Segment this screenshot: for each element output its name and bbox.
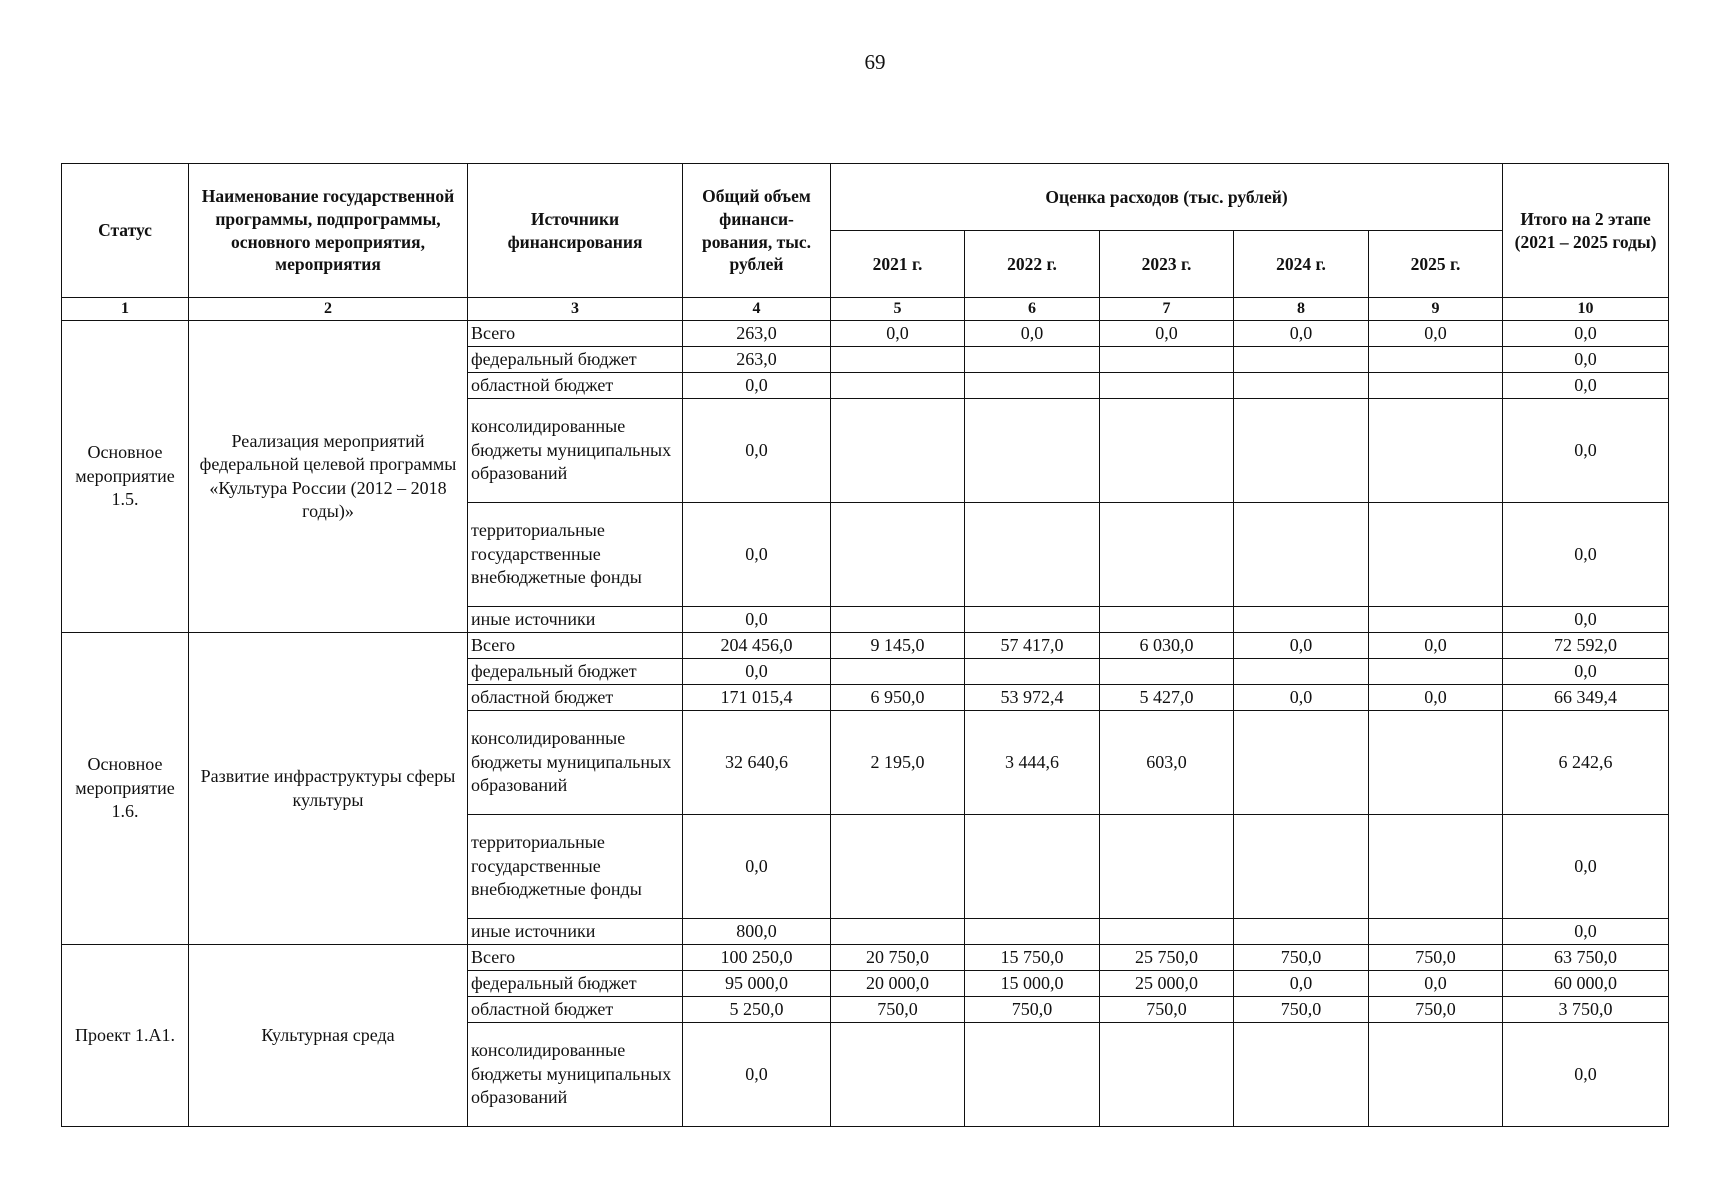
year-2021-cell bbox=[831, 659, 965, 685]
status-cell: Проект 1.А1. bbox=[62, 945, 189, 1127]
year-2023-cell bbox=[1100, 607, 1234, 633]
year-2022-cell: 57 417,0 bbox=[965, 633, 1100, 659]
year-2023-cell bbox=[1100, 503, 1234, 607]
year-2021-cell bbox=[831, 503, 965, 607]
stage-total-cell: 3 750,0 bbox=[1503, 997, 1669, 1023]
year-2022-cell: 53 972,4 bbox=[965, 685, 1100, 711]
year-2025-cell: 0,0 bbox=[1369, 321, 1503, 347]
year-2024-cell bbox=[1234, 373, 1369, 399]
year-2024-cell bbox=[1234, 347, 1369, 373]
year-2022-cell bbox=[965, 659, 1100, 685]
total-cell: 95 000,0 bbox=[683, 971, 831, 997]
year-2023-cell: 25 750,0 bbox=[1100, 945, 1234, 971]
year-2025-cell bbox=[1369, 347, 1503, 373]
source-cell: федеральный бюджет bbox=[468, 971, 683, 997]
total-cell: 263,0 bbox=[683, 347, 831, 373]
year-2024-cell bbox=[1234, 919, 1369, 945]
stage-total-cell: 0,0 bbox=[1503, 399, 1669, 503]
header-status: Статус bbox=[62, 164, 189, 298]
total-cell: 0,0 bbox=[683, 607, 831, 633]
year-2025-cell: 750,0 bbox=[1369, 945, 1503, 971]
year-2025-cell bbox=[1369, 607, 1503, 633]
total-cell: 263,0 bbox=[683, 321, 831, 347]
stage-total-cell: 60 000,0 bbox=[1503, 971, 1669, 997]
year-2025-cell: 750,0 bbox=[1369, 997, 1503, 1023]
year-2021-cell: 750,0 bbox=[831, 997, 965, 1023]
year-2025-cell bbox=[1369, 1023, 1503, 1127]
header-year: 2021 г. bbox=[831, 231, 965, 298]
table-row bbox=[62, 633, 1669, 659]
year-2024-cell bbox=[1234, 1023, 1369, 1127]
stage-total-cell: 0,0 bbox=[1503, 373, 1669, 399]
stage-total-cell: 63 750,0 bbox=[1503, 945, 1669, 971]
stage-total-cell: 72 592,0 bbox=[1503, 633, 1669, 659]
total-cell: 0,0 bbox=[683, 399, 831, 503]
column-number: 3 bbox=[468, 298, 683, 321]
status-cell: Основное мероприятие 1.6. bbox=[62, 633, 189, 945]
total-cell: 171 015,4 bbox=[683, 685, 831, 711]
year-2024-cell: 0,0 bbox=[1234, 633, 1369, 659]
column-number: 4 bbox=[683, 298, 831, 321]
year-2023-cell bbox=[1100, 347, 1234, 373]
year-2024-cell bbox=[1234, 399, 1369, 503]
source-cell: иные источники bbox=[468, 919, 683, 945]
year-2022-cell: 3 444,6 bbox=[965, 711, 1100, 815]
year-2021-cell: 20 750,0 bbox=[831, 945, 965, 971]
year-2023-cell bbox=[1100, 815, 1234, 919]
year-2023-cell bbox=[1100, 919, 1234, 945]
year-2024-cell bbox=[1234, 503, 1369, 607]
total-cell: 0,0 bbox=[683, 1023, 831, 1127]
year-2024-cell: 750,0 bbox=[1234, 945, 1369, 971]
year-2024-cell bbox=[1234, 607, 1369, 633]
year-2022-cell: 15 750,0 bbox=[965, 945, 1100, 971]
table-row bbox=[62, 945, 1669, 971]
year-2025-cell bbox=[1369, 659, 1503, 685]
year-2023-cell: 603,0 bbox=[1100, 711, 1234, 815]
source-cell: Всего bbox=[468, 633, 683, 659]
year-2022-cell: 750,0 bbox=[965, 997, 1100, 1023]
source-cell: федеральный бюджет bbox=[468, 347, 683, 373]
year-2023-cell bbox=[1100, 399, 1234, 503]
year-2023-cell bbox=[1100, 373, 1234, 399]
total-cell: 100 250,0 bbox=[683, 945, 831, 971]
total-cell: 0,0 bbox=[683, 815, 831, 919]
year-2022-cell bbox=[965, 1023, 1100, 1127]
source-cell: областной бюджет bbox=[468, 997, 683, 1023]
year-2024-cell: 750,0 bbox=[1234, 997, 1369, 1023]
year-2021-cell: 20 000,0 bbox=[831, 971, 965, 997]
year-2021-cell: 2 195,0 bbox=[831, 711, 965, 815]
year-2021-cell: 0,0 bbox=[831, 321, 965, 347]
year-2024-cell: 0,0 bbox=[1234, 321, 1369, 347]
year-2023-cell: 0,0 bbox=[1100, 321, 1234, 347]
year-2023-cell: 5 427,0 bbox=[1100, 685, 1234, 711]
name-cell: Развитие инфраструктуры сферы культуры bbox=[189, 633, 468, 945]
year-2025-cell bbox=[1369, 711, 1503, 815]
year-2025-cell bbox=[1369, 399, 1503, 503]
year-2023-cell: 25 000,0 bbox=[1100, 971, 1234, 997]
header-name: Наименование государственной программы, подпрограммы, основного мероприятия, мероприятия bbox=[189, 164, 468, 298]
source-cell: федеральный бюджет bbox=[468, 659, 683, 685]
stage-total-cell: 0,0 bbox=[1503, 347, 1669, 373]
source-cell: консолидированные бюджеты муниципальных образований bbox=[468, 1023, 683, 1127]
year-2023-cell bbox=[1100, 659, 1234, 685]
source-cell: территориальные государственные внебюджетные фонды bbox=[468, 503, 683, 607]
year-2022-cell: 15 000,0 bbox=[965, 971, 1100, 997]
year-2025-cell: 0,0 bbox=[1369, 685, 1503, 711]
stage-total-cell: 0,0 bbox=[1503, 919, 1669, 945]
source-cell: Всего bbox=[468, 945, 683, 971]
year-2024-cell bbox=[1234, 711, 1369, 815]
year-2025-cell bbox=[1369, 503, 1503, 607]
source-cell: Всего bbox=[468, 321, 683, 347]
status-cell: Основное мероприятие 1.5. bbox=[62, 321, 189, 633]
year-2021-cell: 9 145,0 bbox=[831, 633, 965, 659]
year-2021-cell bbox=[831, 373, 965, 399]
stage-total-cell: 6 242,6 bbox=[1503, 711, 1669, 815]
table-row bbox=[62, 321, 1669, 347]
source-cell: территориальные государственные внебюджетные фонды bbox=[468, 815, 683, 919]
name-cell: Культурная среда bbox=[189, 945, 468, 1127]
year-2022-cell bbox=[965, 919, 1100, 945]
stage-total-cell: 0,0 bbox=[1503, 321, 1669, 347]
header-total: Общий объем финанси-рования, тыс. рублей bbox=[683, 164, 831, 298]
year-2025-cell bbox=[1369, 815, 1503, 919]
column-number: 9 bbox=[1369, 298, 1503, 321]
column-number: 5 bbox=[831, 298, 965, 321]
total-cell: 0,0 bbox=[683, 373, 831, 399]
year-2024-cell: 0,0 bbox=[1234, 685, 1369, 711]
stage-total-cell: 0,0 bbox=[1503, 659, 1669, 685]
source-cell: областной бюджет bbox=[468, 685, 683, 711]
source-cell: областной бюджет bbox=[468, 373, 683, 399]
budget-table bbox=[61, 163, 1669, 1127]
header-year: 2022 г. bbox=[965, 231, 1100, 298]
header-stage-total: Итого на 2 этапе (2021 – 2025 годы) bbox=[1503, 164, 1669, 298]
stage-total-cell: 0,0 bbox=[1503, 607, 1669, 633]
year-2023-cell: 750,0 bbox=[1100, 997, 1234, 1023]
header-year: 2023 г. bbox=[1100, 231, 1234, 298]
source-cell: консолидированные бюджеты муниципальных образований bbox=[468, 711, 683, 815]
header-estimate: Оценка расходов (тыс. рублей) bbox=[831, 164, 1503, 231]
year-2025-cell: 0,0 bbox=[1369, 633, 1503, 659]
name-cell: Реализация мероприятий федеральной целевой программы «Культура России (2012 – 2018 годы)» bbox=[189, 321, 468, 633]
year-2021-cell: 6 950,0 bbox=[831, 685, 965, 711]
year-2022-cell bbox=[965, 373, 1100, 399]
header-year: 2024 г. bbox=[1234, 231, 1369, 298]
total-cell: 32 640,6 bbox=[683, 711, 831, 815]
year-2021-cell bbox=[831, 347, 965, 373]
year-2022-cell bbox=[965, 399, 1100, 503]
stage-total-cell: 0,0 bbox=[1503, 815, 1669, 919]
year-2025-cell: 0,0 bbox=[1369, 971, 1503, 997]
year-2023-cell: 6 030,0 bbox=[1100, 633, 1234, 659]
year-2021-cell bbox=[831, 607, 965, 633]
stage-total-cell: 66 349,4 bbox=[1503, 685, 1669, 711]
page-number: 69 bbox=[864, 50, 886, 74]
total-cell: 0,0 bbox=[683, 503, 831, 607]
source-cell: иные источники bbox=[468, 607, 683, 633]
header-sources: Источники финансирования bbox=[468, 164, 683, 298]
year-2024-cell: 0,0 bbox=[1234, 971, 1369, 997]
year-2021-cell bbox=[831, 815, 965, 919]
source-cell: консолидированные бюджеты муниципальных образований bbox=[468, 399, 683, 503]
year-2022-cell bbox=[965, 503, 1100, 607]
year-2025-cell bbox=[1369, 919, 1503, 945]
stage-total-cell: 0,0 bbox=[1503, 503, 1669, 607]
total-cell: 800,0 bbox=[683, 919, 831, 945]
year-2024-cell bbox=[1234, 815, 1369, 919]
column-numbers-row bbox=[62, 298, 1669, 321]
year-2022-cell bbox=[965, 815, 1100, 919]
column-number: 10 bbox=[1503, 298, 1669, 321]
year-2024-cell bbox=[1234, 659, 1369, 685]
column-number: 2 bbox=[189, 298, 468, 321]
column-number: 8 bbox=[1234, 298, 1369, 321]
total-cell: 0,0 bbox=[683, 659, 831, 685]
year-2021-cell bbox=[831, 919, 965, 945]
column-number: 1 bbox=[62, 298, 189, 321]
stage-total-cell: 0,0 bbox=[1503, 1023, 1669, 1127]
year-2021-cell bbox=[831, 1023, 965, 1127]
column-number: 7 bbox=[1100, 298, 1234, 321]
total-cell: 204 456,0 bbox=[683, 633, 831, 659]
year-2021-cell bbox=[831, 399, 965, 503]
year-2023-cell bbox=[1100, 1023, 1234, 1127]
column-number: 6 bbox=[965, 298, 1100, 321]
year-2022-cell bbox=[965, 347, 1100, 373]
header-year: 2025 г. bbox=[1369, 231, 1503, 298]
year-2022-cell bbox=[965, 607, 1100, 633]
table-body bbox=[62, 321, 1669, 1127]
year-2022-cell: 0,0 bbox=[965, 321, 1100, 347]
year-2025-cell bbox=[1369, 373, 1503, 399]
table-header bbox=[62, 164, 1669, 321]
total-cell: 5 250,0 bbox=[683, 997, 831, 1023]
